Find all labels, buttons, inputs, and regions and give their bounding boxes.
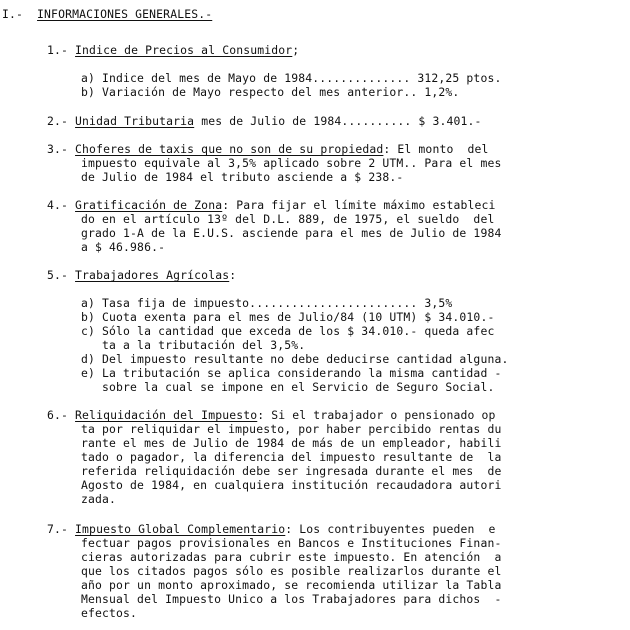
item-3-line-1 xyxy=(47,143,489,156)
item-text: : Si el trabajador o pensionado op xyxy=(257,408,496,422)
item-5-line-b: b) Cuota exenta para el mes de Julio/84 (10 UTM) $ 34.010.- xyxy=(81,310,495,324)
item-5-line-d: d) Del impuesto resultante no debe deducirse cantidad alguna. xyxy=(81,352,509,366)
item-text: : Los contribuyentes pueden e xyxy=(285,522,496,536)
item-7-line-1 xyxy=(47,523,496,536)
item-7-line-2: fectuar pagos provisionales en Bancos e Instituciones Finan- xyxy=(81,536,502,550)
item-7-line-4: que los citados pagos sólo es posible realizarlos durante el xyxy=(81,564,502,578)
item-number: 2.- xyxy=(47,114,69,128)
item-5-line-c2: ta a la tributación del 3,5%. xyxy=(81,338,306,352)
header-title: INFORMACIONES GENERALES.- xyxy=(37,7,213,21)
item-6-line-6: Agosto de 1984, en cualquiera institución recaudadora autori xyxy=(81,478,502,492)
roman-numeral: I.- xyxy=(2,7,24,21)
item-number: 3.- xyxy=(47,142,69,156)
item-number: 7.- xyxy=(47,522,69,536)
item-title: Choferes de taxis que no son de su propiedad xyxy=(75,142,384,156)
item-text: mes de Julio de 1984.......... $ 3.401.- xyxy=(194,114,482,128)
item-title: Unidad Tributaria xyxy=(75,114,195,128)
item-5-line-e2: sobre la cual se impone en el Servicio de Seguro Social. xyxy=(81,380,495,394)
item-title: Gratificación de Zona xyxy=(75,198,223,212)
item-6-line-2: ta por reliquidar el impuesto, por haber percibido rentas du xyxy=(81,422,502,436)
item-4-line-1 xyxy=(47,199,496,212)
item-1-line-a: a) Indice del mes de Mayo de 1984.............. 312,25 ptos. xyxy=(81,71,502,85)
item-7-line-6: Mensual del Impuesto Unico a los Trabajadores para dichos - xyxy=(81,592,502,606)
item-1-line-b: b) Variación de Mayo respecto del mes anterior.. 1,2%. xyxy=(81,85,460,99)
item-7-line-5: año por un monto aproximado, se recomienda utilizar la Tabla xyxy=(81,578,502,592)
item-title: Indice de Precios al Consumidor xyxy=(75,43,293,57)
item-number: 1.- xyxy=(47,43,69,57)
item-title: Impuesto Global Complementario xyxy=(75,522,286,536)
item-number: 5.- xyxy=(47,268,69,282)
item-5-line-a: a) Tasa fija de impuesto........................ 3,5% xyxy=(81,296,453,310)
item-1-heading: 1.- Indice de Precios al Consumidor; xyxy=(47,43,300,57)
item-number: 4.- xyxy=(47,198,69,212)
item-number: 6.- xyxy=(47,408,69,422)
item-text: : El monto del xyxy=(383,142,489,156)
section-header xyxy=(2,8,212,21)
item-5-line-c1: c) Sólo la cantidad que exceda de los $ 34.010.- queda afec xyxy=(81,324,495,338)
item-6-line-4: tado o pagador, la diferencia del impuesto resultante de la xyxy=(81,450,502,464)
item-title: Reliquidación del Impuesto xyxy=(75,408,258,422)
item-3-line-2: impuesto equivale al 3,5% aplicado sobre 2 UTM.. Para el mes xyxy=(81,156,502,170)
item-6-line-5: referida reliquidación debe ser ingresada durante el mes de xyxy=(81,464,502,478)
item-6-line-1 xyxy=(47,409,496,422)
item-6-line-3: rante el mes de Julio de 1984 de más de un empleador, habili xyxy=(81,436,502,450)
item-4-line-3: grado 1-A de la E.U.S. asciende para el mes de Julio de 1984 xyxy=(81,226,502,240)
item-title: Trabajadores Agrícolas xyxy=(75,268,230,282)
item-6-line-7: zada. xyxy=(81,492,117,506)
item-7-line-3: cieras autorizadas para cubrir este impuesto. En atención a xyxy=(81,550,502,564)
item-4-line-4: a $ 46.986.- xyxy=(81,240,166,254)
item-4-line-2: do en el artículo 13º del D.L. 889, de 1975, el sueldo del xyxy=(81,212,495,226)
item-2-heading xyxy=(47,115,482,128)
item-text: : Para fijar el límite máximo estableci xyxy=(222,198,496,212)
item-5-heading: 5.- Trabajadores Agrícolas: xyxy=(47,268,237,282)
item-3-line-3: de Julio de 1984 el tributo asciende a $ 238.- xyxy=(81,170,404,184)
item-5-line-e1: e) La tributación se aplica considerando la misma cantidad - xyxy=(81,366,502,380)
item-7-line-7: efectos. xyxy=(81,606,138,620)
